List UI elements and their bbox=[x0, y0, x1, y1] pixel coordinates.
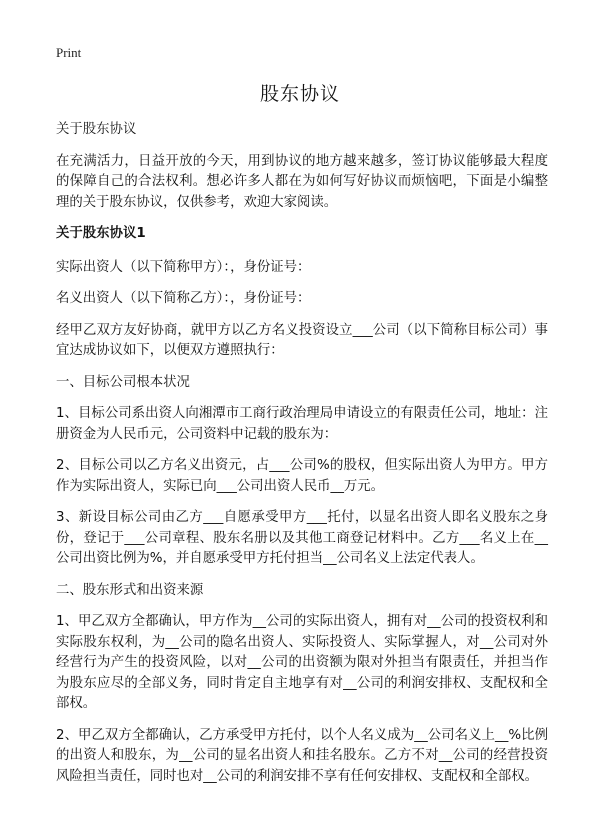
page-title: 股东协议 bbox=[259, 83, 340, 105]
preamble-paragraph: 经甲乙双方友好协商，就甲方以乙方名义投资设立___公司（以下简称目标公司）事宜达成协议如下，以便双方遵照执行： bbox=[56, 322, 548, 358]
section-heading-shareholding: 二、股东形式和出资来源 bbox=[56, 582, 204, 598]
intro-heading: 关于股东协议 bbox=[56, 122, 137, 137]
intro-paragraph: 在充满活力，日益开放的今天，用到协议的地方越来越多，签订协议能够最大程度的保障自己的合法权利。想必许多人都在为如何写好协议而烦恼吧，下面是小编整理的关于股东协议，仅供参考，欢迎大家阅读。 bbox=[56, 153, 548, 210]
clause-1-3: 3、新设目标公司由乙方___自愿承受甲方___托付，以显名出资人即名义股东之身份，登记于___公司章程、股东名册以及其他工商登记材料中。乙方___名义上在__公司出资比例为%，并自愿承受甲方托付担当__公司名义上法定代表人。 bbox=[56, 510, 548, 566]
section-heading-company-status: 一、目标公司根本状况 bbox=[56, 374, 190, 390]
clause-2-1: 1、甲乙双方全都确认，甲方作为__公司的实际出资人，拥有对__公司的投资权利和实际股东权利，为__公司的隐名出资人、实际投资人、实际掌握人，对__公司对外经营行为产生的投资风险，以对__公司的出资额为限对外担当有限责任，并担当作为股东应尽的全部义务，同时肯定自主地享有对__公司的利润安排权、支配权和全部权。 bbox=[56, 614, 548, 711]
section-heading-agreement-1: 关于股东协议1 bbox=[56, 226, 146, 241]
party-b-line: 名义出资人（以下简称乙方）：，身份证号： bbox=[56, 291, 311, 306]
clause-1-2: 2、目标公司以乙方名义出资元，占___公司%的股权，但实际出资人为甲方。甲方作为实际出资人，实际已向___公司出资人民币__万元。 bbox=[56, 458, 548, 494]
print-link[interactable]: Print bbox=[56, 45, 82, 60]
document-body bbox=[56, 120, 548, 798]
party-a-line: 实际出资人（以下简称甲方）：，身份证号： bbox=[56, 259, 311, 275]
clause-1-1: 1、目标公司系出资人向湘潭市工商行政治理局申请设立的有限责任公司，地址：注册资金为人民币元，公司资料中记载的股东为： bbox=[56, 406, 548, 442]
clause-2-2: 2、甲乙双方全都确认，乙方承受甲方托付，以个人名义成为__公司名义上__%比例的出资人和股东，为__公司的显名出资人和挂名股东。乙方不对__公司的经营投资风险担当责任，同时也对__公司的利润安排不享有任何安排权、支配权和全部权。 bbox=[56, 727, 548, 784]
